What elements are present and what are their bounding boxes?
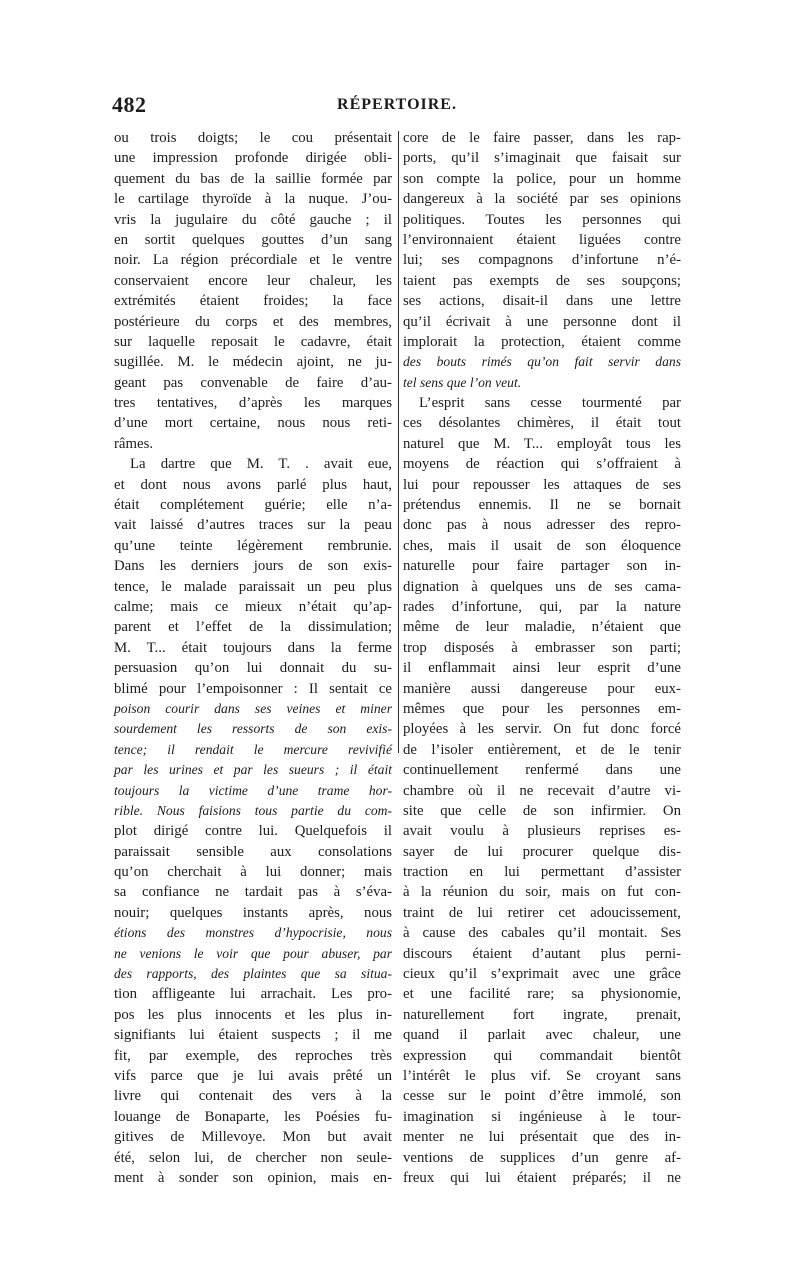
- text-line: extrémités étaient froides; la face: [114, 293, 392, 310]
- text-line: dangereux à la société par ses opinions: [403, 191, 681, 208]
- text-line: en sortit quelques gouttes d’un sang: [114, 231, 392, 248]
- text-line: nouir; quelques instants après, nous: [114, 904, 392, 921]
- text-line: chambre où il ne recevait d’autre vi-: [403, 782, 681, 799]
- text-line: traction en lui permettant d’assister: [403, 864, 681, 881]
- text-line: M. T... était toujours dans la ferme: [114, 639, 392, 656]
- text-line: signifiants lui étaient suspects ; il me: [114, 1027, 392, 1044]
- text-line: une impression profonde dirigée obli-: [114, 150, 392, 167]
- text-line: il enflammait ainsi leur esprit d’une: [403, 660, 681, 677]
- text-line: expression qui commandait bientôt: [403, 1047, 681, 1064]
- text-line: blimé pour l’empoisonner : Il sentait ce: [114, 680, 392, 697]
- text-line: par les urines et par les sueurs ; il était: [114, 762, 392, 778]
- text-line: calme; mais ce mieux n’était qu’ap-: [114, 598, 392, 615]
- text-line: à cause des cabales qu’il montait. Ses: [403, 925, 681, 942]
- text-line: quand il parlait avec chaleur, une: [403, 1027, 681, 1044]
- text-line: sayer de lui procurer quelque dis-: [403, 843, 681, 860]
- text-line: ces désolantes chimères, il était tout: [403, 415, 681, 432]
- text-line: gitives de Millevoye. Mon but avait: [114, 1129, 392, 1146]
- page-header: [112, 92, 682, 122]
- text-line: cieux qu’il s’exprimait avec une grâce: [403, 966, 681, 983]
- text-line: mêmes que pour les personnes em-: [403, 700, 681, 717]
- text-line: quement du bas de la saillie formée par: [114, 170, 392, 187]
- text-line: poison courir dans ses veines et miner: [114, 700, 392, 716]
- text-line: freux qui lui étaient préparés; il ne: [403, 1169, 681, 1186]
- text-line: traint de lui retirer cet adoucissement,: [403, 904, 681, 921]
- text-line: ou trois doigts; le cou présentait: [114, 130, 392, 146]
- text-line: La dartre que M. T. . avait eue,: [130, 456, 392, 473]
- text-line: plot dirigé contre lui. Quelquefois il: [114, 823, 392, 840]
- text-line: persuasion qu’on lui donnait du su-: [114, 660, 392, 677]
- text-line: trop disposés à embrasser son parti;: [403, 639, 681, 656]
- text-line: fit, par exemple, des reproches très: [114, 1047, 392, 1064]
- text-line: qu’on cherchait à lui donner; mais: [114, 864, 392, 881]
- right-text-column: [403, 128, 681, 1188]
- text-line: geant pas convenable de faire d’au-: [114, 374, 392, 391]
- text-line: sugillée. M. le médecin ajoint, ne ju-: [114, 354, 392, 371]
- text-line: toujours la victime d’une trame hor-: [114, 782, 392, 798]
- text-line: sa confiance ne tardait pas à s’éva-: [114, 884, 392, 901]
- text-line: avait voulu à plusieurs reprises es-: [403, 823, 681, 840]
- text-line: site que celle de son infirmier. On: [403, 802, 681, 819]
- text-line: et dont nous avons parlé plus haut,: [114, 476, 392, 493]
- text-line: le cartilage thyroïde à la nuque. J’ou-: [114, 191, 392, 208]
- text-line: paraissait sensible aux consolations: [114, 843, 392, 860]
- text-line: prétendus ennemis. Il ne se bornait: [403, 497, 681, 514]
- text-line: des bouts rimés qu’on fait servir dans: [403, 354, 681, 370]
- text-line: qu’une teinte légèrement rembrunie.: [114, 537, 392, 554]
- text-line: tence; il rendait le mercure revivifié: [114, 741, 392, 757]
- text-line: l’environnaient étaient liguées contre: [403, 231, 681, 248]
- text-line: vifs parce que je lui avais prêté un: [114, 1067, 392, 1084]
- text-line: manière aussi dangereuse pour eux-: [403, 680, 681, 697]
- text-line: dignation à quelques uns de ses cama-: [403, 578, 681, 595]
- text-line: qu’il écrivait à une personne dont il: [403, 313, 681, 330]
- text-line: lui; ses compagnons d’infortune n’é-: [403, 252, 681, 269]
- text-line: continuellement renfermé dans une: [403, 762, 681, 779]
- text-line: noir. La région précordiale et le ventre: [114, 252, 392, 269]
- text-line: était complétement guérie; elle n’a-: [114, 497, 392, 514]
- text-line: étions des monstres d’hypocrisie, nous: [114, 925, 392, 941]
- running-title: RÉPERTOIRE.: [337, 96, 457, 113]
- text-line: donc pas à nous adresser des repro-: [403, 517, 681, 534]
- text-line: tence, le malade paraissait un peu plus: [114, 578, 392, 595]
- text-line: Dans les derniers jours de son exis-: [114, 558, 392, 575]
- text-line: politiques. Toutes les personnes qui: [403, 211, 681, 228]
- text-line: ment à sonder son opinion, mais en-: [114, 1169, 392, 1186]
- text-line: ports, qu’il s’imaginait que faisait sur: [403, 150, 681, 167]
- text-line: tres tentatives, d’après les marques: [114, 395, 392, 412]
- text-line: louange de Bonaparte, les Poésies fu-: [114, 1108, 392, 1125]
- text-line: ployées à les servir. On fut donc forcé: [403, 721, 681, 738]
- text-line: conservaient encore leur chaleur, les: [114, 272, 392, 289]
- text-line: ne venions le voir que pour abuser, par: [114, 945, 392, 961]
- text-line: imagination si ingénieuse à le tour-: [403, 1108, 681, 1125]
- text-line: parent et l’effet de la dissimulation;: [114, 619, 392, 636]
- text-line: naturelle pour faire partager son in-: [403, 558, 681, 575]
- text-line: postérieure du corps et des membres,: [114, 313, 392, 330]
- text-line: naturel que M. T... employât tous les: [403, 435, 681, 452]
- text-line: même de leur maladie, n’étaient que: [403, 619, 681, 636]
- text-line: sourdement les ressorts de son exis-: [114, 721, 392, 737]
- page-number: 482: [112, 92, 147, 117]
- text-line: à la réunion du soir, mais on fut con-: [403, 884, 681, 901]
- text-line: discours étaient d’autant plus perni-: [403, 945, 681, 962]
- text-line: son compte la police, pour un homme: [403, 170, 681, 187]
- text-line: implorait la protection, étaient comme: [403, 333, 681, 350]
- text-line: été, selon lui, de chercher non seule-: [114, 1149, 392, 1166]
- text-line: naturellement fort ingrate, prenait,: [403, 1006, 681, 1023]
- text-line: l’intérêt le plus vif. Se croyant sans: [403, 1067, 681, 1084]
- text-line: râmes.: [114, 435, 154, 452]
- text-line: ventions de supplices d’un genre af-: [403, 1149, 681, 1166]
- text-line: ses actions, disait-il dans une lettre: [403, 293, 681, 310]
- text-line: cesse sur le point d’être immolé, son: [403, 1088, 681, 1105]
- text-line: rades d’infortune, qui, par la nature: [403, 598, 681, 615]
- text-line: pos les plus innocents et les plus in-: [114, 1006, 392, 1023]
- text-line: des rapports, des plaintes que sa situa-: [114, 966, 392, 982]
- text-line: taient pas exempts de ses soupçons;: [403, 272, 681, 289]
- text-line: menter ne lui présentait que des in-: [403, 1129, 681, 1146]
- text-line: lui pour repousser les attaques de ses: [403, 476, 681, 493]
- text-line: sur laquelle reposait le cadavre, était: [114, 333, 392, 350]
- text-line: moyens de réaction qui s’offraient à: [403, 456, 681, 473]
- text-line: d’une mort certaine, nous nous reti-: [114, 415, 392, 432]
- column-divider: [398, 131, 399, 753]
- left-text-column: [114, 128, 392, 1188]
- text-line: ches, mais il usait de son éloquence: [403, 537, 681, 554]
- text-line: tel sens que l’on veut.: [403, 374, 522, 390]
- text-line: et une facilité rare; sa physionomie,: [403, 986, 681, 1003]
- text-line: vait laissé d’autres traces sur la peau: [114, 517, 392, 534]
- text-line: L’esprit sans cesse tourmenté par: [419, 395, 681, 412]
- text-line: rible. Nous faisions tous partie du com-: [114, 802, 392, 818]
- text-line: de l’isoler entièrement, et de le tenir: [403, 741, 681, 758]
- text-line: vris la jugulaire du côté gauche ; il: [114, 211, 392, 228]
- text-line: core de le faire passer, dans les rap-: [403, 130, 681, 146]
- text-line: tion affligeante lui arrachait. Les pro-: [114, 986, 392, 1003]
- text-line: livre qui contenait des vers à la: [114, 1088, 392, 1105]
